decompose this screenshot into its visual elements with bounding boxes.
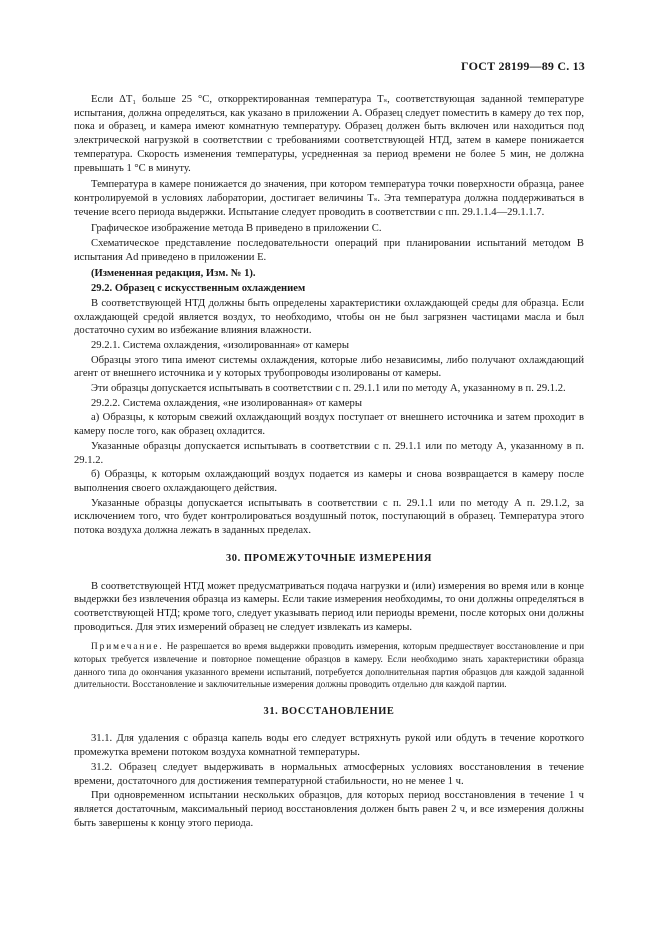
paragraph: В соответствующей НТД может предусматриваться подача нагрузки и (или) измерения во время или в конце выдержки без извлечения образца из камеры. Если такие измерения необходимы, то они должны определяться в соответствующей НТД; кроме того, следует указывать период или периоды времени, после которых они должны проводиться. Для этих измерений образец не следует извлекать из камеры. [74,580,584,633]
note-label: Примечание. [91,641,164,652]
paragraph: Если ΔT₁ больше 25 °С, откорректированная температура Tₛ, соответствующая заданной температуре испытания, должна определяться, как указано в приложении А. Образец следует поместить в камеру до тех пор, пока и образец, и камера имеют комнатную температуру. Образец должен быть включен или находиться под электрической нагрузкой в соответствии с требованиями соответствующей НТД, затем в камере понижается температура. Скорость изменения температуры, усредненная за период времени не более 5 мин, не должна превышать 1 °С в минуту. [74,94,584,174]
paragraph: При одновременном испытании нескольких образцов, для которых период восстановления в течение 1 ч является достаточным, максимальный период восстановления должен быть равен 2 ч, и все измерения должны быть завершены к концу этого периода. [74,790,584,829]
paragraph: Графическое изображение метода В приведено в приложении С. [91,223,382,235]
note-block [74,640,584,690]
paragraph: Указанные образцы допускается испытывать в соответствии с п. 29.1.1 или по методу А, указанному в п. 29.1.2. [74,440,584,466]
paragraph: Образцы этого типа имеют системы охлаждения, которые либо независимы, либо получают охлаждающий агент от внешнего источника и у которых трубопроводы изолированы от камеры. [74,354,584,380]
list-item-b: б) Образцы, к которым охлаждающий воздух подается из камеры и снова возвращается в камеру после выполнения своего охлаждающего действия. [74,469,584,494]
section-heading-29-2: 29.2. Образец с искусственным охлаждением [91,283,306,295]
paragraph: 31.2. Образец следует выдерживать в нормальных атмосферных условиях восстановления в течение времени, достаточного для достижения температурной стабильности, но не менее 1 ч. [74,761,584,787]
section-heading-30: 30. ПРОМЕЖУТОЧНЫЕ ИЗМЕРЕНИЯ [225,552,433,564]
section-heading-31: 31. ВОССТАНОВЛЕНИЕ [263,705,395,717]
subsection-heading-29-2-2: 29.2.2. Система охлаждения, «не изолированная» от камеры [91,397,362,409]
list-item-a: а) Образцы, к которым свежий охлаждающий воздух поступает от внешнего источника и затем проходит в камеру после того, как образец охладится. [74,412,584,438]
paragraph: Температура в камере понижается до значения, при котором температура точки поверхности образца, ранее контролируемой в условиях лаборатории, достигает величины Tₛ. Эта температура должна поддерживаться в течение всего периода выдержки. Испытание следует проводить в соответствии с пп. 29.1.1.4—29.1.1.7. [74,179,584,218]
paragraph: 31.1. Для удаления с образца капель воды его следует встряхнуть рукой или обдуть в течение короткого промежутка времени потоком воздуха комнатной температуры. [74,733,584,759]
paragraph: Эти образцы допускается испытывать в соответствии с п. 29.1.1 или по методу А, указанному в п. 29.1.2. [91,383,566,395]
amendment-note: (Измененная редакция, Изм. № 1). [91,268,256,280]
document-body [74,93,584,831]
paragraph: Указанные образцы допускается испытывать в соответствии с п. 29.1.1 или по методу А п. 29.1.2, за исключением того, что будет контролироваться воздушный поток, поступающий в образец. Температура этого потока воздуха должна лежать в заданных пределах. [74,497,584,537]
paragraph: Схематическое представление последовательности операций при планировании испытаний методом В испытания Ad приведено в приложении Е. [74,238,584,263]
paragraph: В соответствующей НТД должны быть определены характеристики охлаждающей среды для образца. Если охлаждающей средой является воздух, то необходимо, чтобы он не был загрязнен частицами масла и был достаточно сухим во избежание влияния влажности. [74,297,584,337]
subsection-heading-29-2-1: 29.2.1. Система охлаждения, «изолированная» от камеры [91,339,349,351]
page-header: ГОСТ 28199—89 С. 13 [461,59,585,73]
note-text: Не разрешается во время выдержки проводить измерения, которым предшествует восстановление и при которых требуется извлечение и повторное помещение образцов в камеру. Если необходимо знать характеристики образца данного типа до окончания указанного времени испытаний, потребуется дополнительная партия образцов для каждой заданной длительности. Восстановление и заключительные измерения должны проводить отдельно для каждой партии. [74,641,584,690]
